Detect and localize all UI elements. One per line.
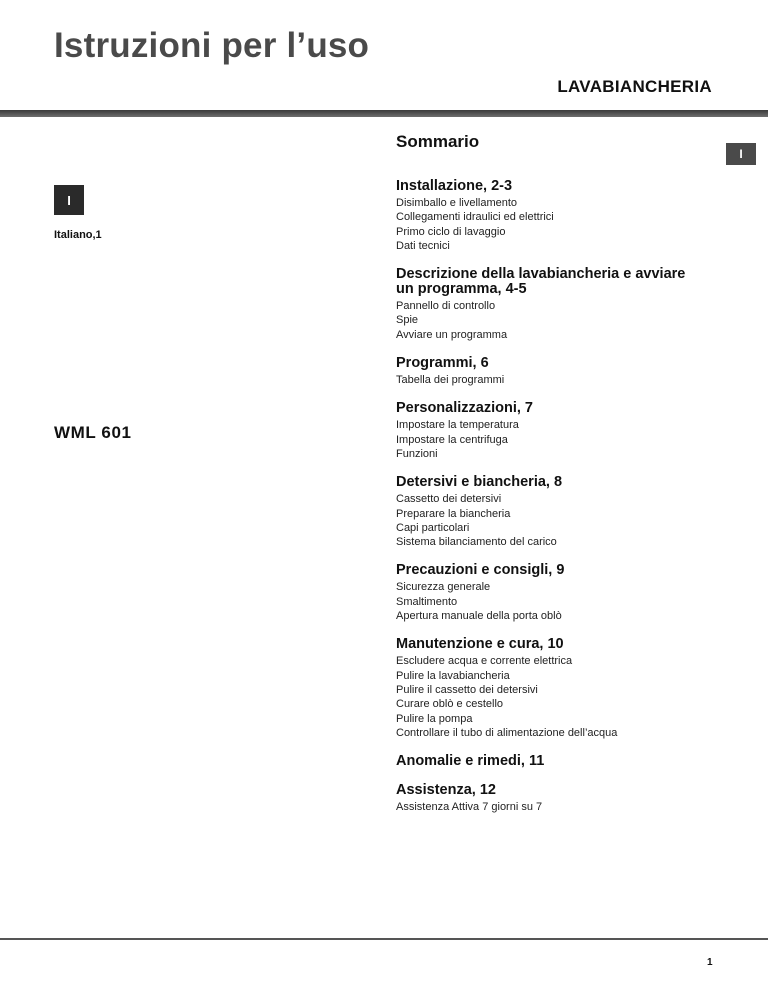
toc-section bbox=[396, 356, 696, 387]
toc-section-item: Cassetto dei detersivi bbox=[396, 493, 502, 506]
toc-section-title: Personalizzazioni, 7 bbox=[396, 400, 533, 417]
toc-section-item: Disimballo e livellamento bbox=[396, 197, 518, 209]
toc-section-title: Assistenza, 12 bbox=[396, 782, 496, 799]
toc-section-item: Collegamenti idraulici ed elettrici bbox=[396, 211, 554, 224]
toc-section-item: Pulire la lavabiancheria bbox=[396, 669, 510, 682]
toc-section-item: Sicurezza generale bbox=[396, 581, 491, 594]
toc-section-item: Dati tecnici bbox=[396, 239, 450, 252]
toc-section-item: Sistema bilanciamento del carico bbox=[396, 536, 557, 549]
toc-section bbox=[396, 475, 696, 549]
toc-section-item: Capi particolari bbox=[396, 521, 470, 534]
toc-section-title: Manutenzione e cura, 10 bbox=[396, 636, 564, 653]
toc-section-item: Escludere acqua e corrente elettrica bbox=[396, 655, 573, 668]
toc-section bbox=[396, 179, 696, 253]
toc-section-item: Pulire il cassetto dei detersivi bbox=[396, 683, 538, 696]
document-subtitle: LAVABIANCHERIA bbox=[557, 77, 712, 96]
toc-section-item: Curare oblò e cestello bbox=[396, 698, 504, 711]
toc-section bbox=[396, 267, 696, 342]
toc-section bbox=[396, 754, 696, 769]
toc-section-title: Descrizione della lavabiancheria e avviare un programma, 4-5 bbox=[396, 266, 686, 298]
toc-section bbox=[396, 563, 696, 623]
toc-section-item: Funzioni bbox=[396, 447, 438, 460]
toc-section-title: Precauzioni e consigli, 9 bbox=[396, 562, 565, 579]
toc-section-item: Pannello di controllo bbox=[396, 300, 496, 313]
table-of-contents bbox=[396, 132, 696, 828]
toc-section-item: Smaltimento bbox=[396, 595, 458, 608]
toc-section-title: Installazione, 2-3 bbox=[396, 178, 513, 194]
toc-section-item: Spie bbox=[396, 314, 419, 327]
toc-section-item: Controllare il tubo di alimentazione dell’acqua bbox=[396, 726, 618, 739]
toc-section-item: Primo ciclo di lavaggio bbox=[396, 225, 506, 238]
toc-section-title: Detersivi e biancheria, 8 bbox=[396, 474, 563, 491]
model-name: WML 601 bbox=[54, 423, 132, 442]
toc-section-item: Impostare la centrifuga bbox=[396, 433, 508, 446]
toc-heading: Sommario bbox=[396, 132, 480, 151]
toc-sections bbox=[396, 179, 696, 814]
toc-section-item: Pulire la pompa bbox=[396, 712, 473, 725]
toc-section-item: Apertura manuale della porta oblò bbox=[396, 610, 562, 623]
toc-section bbox=[396, 783, 696, 814]
toc-section-item: Avviare un programma bbox=[396, 328, 508, 341]
footer-divider bbox=[0, 938, 768, 940]
language-tab-badge: I bbox=[726, 143, 756, 165]
toc-section bbox=[396, 401, 696, 461]
language-label: Italiano,1 bbox=[54, 229, 102, 241]
document-title: Istruzioni per l’uso bbox=[54, 26, 370, 65]
toc-section-item: Impostare la temperatura bbox=[396, 419, 519, 432]
header-divider bbox=[0, 110, 768, 117]
toc-section-item: Assistenza Attiva 7 giorni su 7 bbox=[396, 801, 543, 814]
toc-section-item: Tabella dei programmi bbox=[396, 374, 505, 387]
page-number: 1 bbox=[707, 957, 713, 968]
toc-section-title: Programmi, 6 bbox=[396, 355, 489, 372]
toc-section-title: Anomalie e rimedi, 11 bbox=[396, 753, 545, 770]
language-badge: I bbox=[54, 185, 84, 215]
toc-section bbox=[396, 637, 696, 740]
toc-section-item: Preparare la biancheria bbox=[396, 507, 511, 520]
